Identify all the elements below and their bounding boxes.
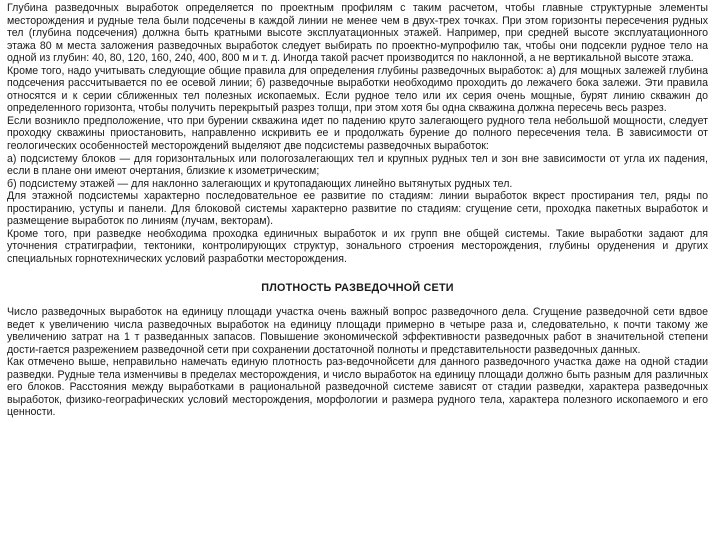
paragraph-single-workings: Кроме того, при разведке необходима проходка единичных выработок и их групп вне общей системы. Такие выработки задают для уточнения стратиграфии, тектоники, контролирующих структур, зонального строения месторождения, глубины оруденения и других специальных горнотехнических условий разработки месторождения. (7, 227, 708, 265)
paragraph-variable-density: Как отмечено выше, неправильно намечать единую плотность раз-ведочнойсети для данного разведочного участка даже на одной стадии разведки. Рудные тела изменчивы в пределах месторождения, и число выработок на единицу площади должно быть разным для различных его блоков. Расстояния между выработками в рациональной разведочной системе зависят от стадии разведки, характера разведочных выработок, физико-географических условий месторождения, морфологии и размера рудного тела, характера полезного ископаемого и его ценности. (7, 356, 708, 419)
paragraph-depth-of-workings: Глубина разведочных выработок определяется по проектным профилям с таким расчетом, чтобы главные структурные элементы месторождения и рудные тела были подсечены в каждой линии не менее чем в двух-трех точках. При этом горизонты пересечения рудных тел (глубина подсечения) должна быть кратными высоте эксплуатационных этажей. Например, при средней высоте эксплуатационного этажа 80 м места заложения разведочных выработок следует выбирать по проектно-мупрофилю так, чтобы они подсекли рудное тело на одной из глубин: 40, 80, 120, 160, 240, 400, 800 м и т. д. Иногда такой расчет производится по наклонной, а не вертикальной высоте этажа. (7, 2, 708, 65)
section-heading: ПЛОТНОСТЬ РАЗВЕДОЧНОЙ СЕТИ (261, 282, 454, 295)
list-item-level-subsystem: б) подсистему этажей — для наклонно залегающих и крутопадающих линейно вытянутых рудных тел. (7, 177, 513, 190)
paragraph-borehole-deviation: Если возникло предположение, что при бурении скважина идет по падению круто залегающего рудного тела небольшой мощности, следует проходку скважины приостановить, направленно искривить ее и продолжать бурение до полного пересечения тела. В зависимости от геологических особенностей месторождений выделяют две подсистемы разведочных выработок: (7, 114, 708, 153)
paragraph-general-rules: Кроме того, надо учитывать следующие общие правила для определения глубины разведочных выработок: а) для мощных залежей глубина подсечения рассчитывается по ее осевой линии; б) разведочные выработки необходимо проходить до лежачего бока залежи. Эти правила относятся и к серии сближенных тел полезных ископаемых. Если рудное тело или их серия очень мощные, бурят линию скважин до определенного горизонта, чтобы получить перекрытый разрез толщи, при этом хотя бы одна скважина должна пересечь весь разрез. (7, 64, 708, 115)
paragraph-network-density: Число разведочных выработок на единицу площади участка очень важный вопрос разведочного дела. Сгущение разведочной сети вдвое ведет к увеличению числа разведочных выработок на единицу площади примерно в четыре раза и, следовательно, к почти такому же увеличению затрат на 1 т разведанных запасов. Повышение экономической эффективности разведочных работ в значительной степени дости-гается разрежением разведочной сети при сохранении достаточной полноты и представительности разведочных данных. (7, 306, 708, 356)
list-item-block-subsystem: а) подсистему блоков — для горизонтальных или пологозалегающих тел и крупных рудных тел и зон вне зависимости от угла их падения, если в плане они имеют очертания, близкие к изометрическим; (7, 152, 708, 178)
paragraph-subsystem-stages: Для этажной подсистемы характерно последовательное ее развитие по стадиям: линии выработок вкрест простирания тел, ряды по простиранию, уступы и панели. Для блоковой системы характерно развитие по стадиям: сгущение сети, проходка пакетных выработок и размещение выработок по линиям (лучам, векторам). (7, 190, 708, 228)
